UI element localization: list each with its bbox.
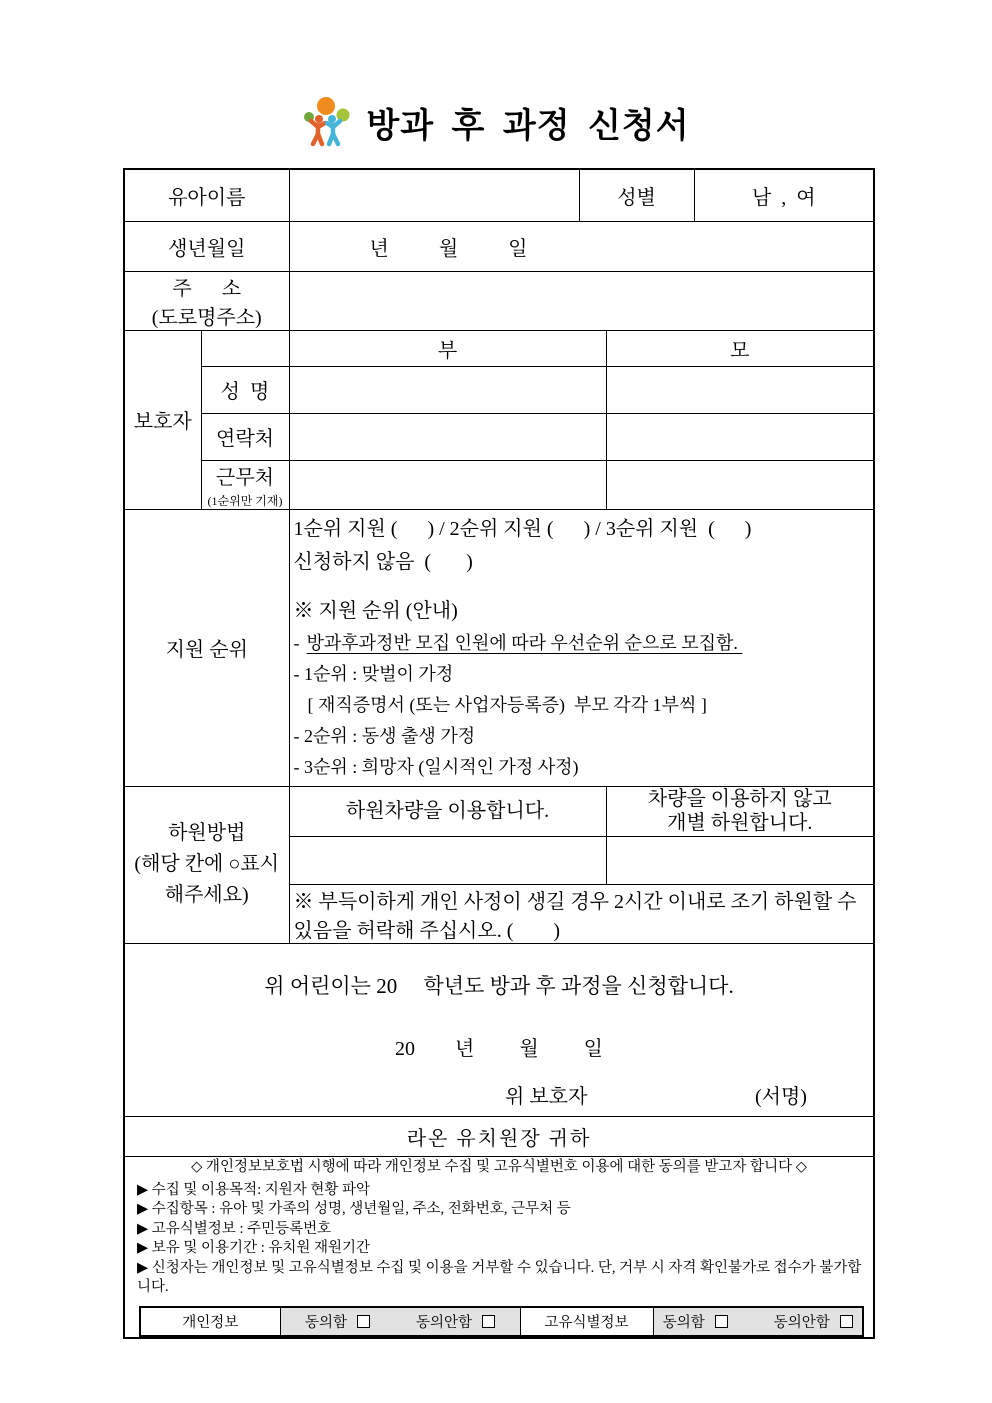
father-column-header: 부 [289,330,606,366]
mother-workplace-input[interactable] [606,460,874,509]
father-name-input[interactable] [289,366,606,413]
privacy-bullet-purpose: ▶ 수집 및 이용목적: 지원자 현황 파악 [137,1181,371,1198]
guardian-label: 보호자 [124,330,201,509]
guardian-workplace-label [201,460,289,509]
priority-guide-3: - 2순위 : 동생 출생 가정 [293,725,476,746]
declaration-statement: 위 어린이는 20 학년도 방과 후 과정을 신청합니다. [264,973,734,998]
declaration-section [124,943,874,1116]
unique-agree-checkbox[interactable] [715,1315,728,1328]
gender-options[interactable]: 남 , 여 [694,169,874,221]
guardian-contact-label: 연락처 [201,413,289,460]
guide-1-dash: - [293,632,300,653]
personal-info-consent-cell [280,1307,520,1336]
unique-id-info-label: 고유식별정보 [520,1307,653,1336]
unique-disagree-checkbox[interactable] [840,1315,853,1328]
pickup-label-line2: (해당 칸에 ○표시 [134,853,280,875]
address-label [124,271,289,330]
unique-agree-label: 동의함 [662,1314,705,1331]
workplace-label-text: 근무처 [216,466,274,489]
personal-agree-label: 동의함 [304,1314,347,1331]
father-contact-input[interactable] [289,413,606,460]
personal-agree-checkbox[interactable] [357,1315,370,1328]
personal-disagree-checkbox[interactable] [482,1315,495,1328]
birth-date-label: 생년월일 [124,221,289,271]
workplace-note: (1순위만 기재) [207,493,283,508]
pickup-option2-line1: 차량을 이용하지 않고 [647,788,832,810]
signature-field[interactable]: (서명) [755,1085,807,1108]
pickup-option-bus: 하원차량을 이용합니다. [289,786,606,836]
kindergarten-logo-icon [302,96,350,148]
early-pickup-consent-note[interactable]: ※ 부득이하게 개인 사정이 생길 경우 2시간 이내로 조기 하원할 수 있음을 허락해 주십시오. ( ) [289,884,874,943]
mother-column-header: 모 [606,330,874,366]
priority-guide-title: ※ 지원 순위 (안내) [293,599,458,622]
pickup-label-line1: 하원방법 [168,822,246,844]
guardian-name-label: 성 명 [201,366,289,413]
personal-disagree-label: 동의안함 [416,1314,473,1331]
pickup-bus-mark-input[interactable] [289,836,606,884]
father-workplace-input[interactable] [289,460,606,509]
priority-apply-line2[interactable]: 신청하지 않음 ( ) [293,550,473,573]
mother-name-input[interactable] [606,366,874,413]
pickup-method-label [124,786,289,943]
pickup-label-line3: 해주세요) [164,884,249,906]
child-name-input[interactable] [289,169,579,221]
priority-label: 지원 순위 [124,509,289,786]
priority-guide-2-sub: [ 재직증명서 (또는 사업자등록증) 부모 각각 1부씩 ] [307,694,707,715]
consent-table [139,1306,864,1337]
guardian-subheader-spacer [201,330,289,366]
application-form-table [123,168,875,1339]
privacy-bullet-refusal: ▶ 신청자는 개인정보 및 고유식별정보 수집 및 이용을 거부할 수 있습니다. 단, 거부 시 자격 확인불가로 접수가 불가합니다. [137,1259,862,1295]
priority-guide-2: - 1순위 : 맞벌이 가정 [293,663,454,684]
unique-id-consent-cell [653,1307,863,1336]
page-title: 방과 후 과정 신청서 [366,107,690,145]
privacy-bullet-unique-id: ▶ 고유식별정보 : 주민등록번호 [137,1220,332,1237]
pickup-option2-line2: 개별 하원합니다. [667,812,813,834]
gender-label: 성별 [579,169,694,221]
personal-info-label: 개인정보 [140,1307,280,1336]
address-label-line2: (도로명주소) [151,306,262,329]
privacy-section [124,1156,874,1338]
guide-1-text: 방과후과정반 모집 인원에 따라 우선순위 순으로 모집함. [306,632,743,653]
birth-date-input[interactable]: 년 월 일 [289,221,874,271]
privacy-header: ◇ 개인정보보호법 시행에 따라 개인정보 수집 및 고유식별번호 이용에 대한 동의를 받고자 합니다 ◇ [191,1158,807,1175]
address-input[interactable] [289,271,874,330]
addressee-line: 라온 유치원장 귀하 [124,1116,874,1156]
priority-guide-1 [294,628,870,659]
declaration-signer-label: 위 보호자 [505,1085,588,1108]
pickup-option-individual [606,786,874,836]
declaration-date-input[interactable]: 20 년 월 일 [395,1037,603,1060]
form-header [0,96,992,148]
priority-guide-4: - 3순위 : 희망자 (일시적인 가정 사정) [293,756,579,777]
priority-content[interactable] [289,509,874,786]
mother-contact-input[interactable] [606,413,874,460]
child-name-label: 유아이름 [124,169,289,221]
privacy-bullet-retention: ▶ 보유 및 이용기간 : 유치원 재원기간 [137,1240,371,1256]
address-label-line1: 주 소 [172,277,242,300]
pickup-individual-mark-input[interactable] [606,836,874,884]
unique-disagree-label: 동의안함 [773,1314,830,1331]
privacy-bullet-items: ▶ 수집항목 : 유아 및 가족의 성명, 생년월일, 주소, 전화번호, 근무처 등 [137,1201,571,1217]
priority-apply-line1[interactable]: 1순위 지원 ( ) / 2순위 지원 ( ) / 3순위 지원 ( ) [293,517,752,540]
